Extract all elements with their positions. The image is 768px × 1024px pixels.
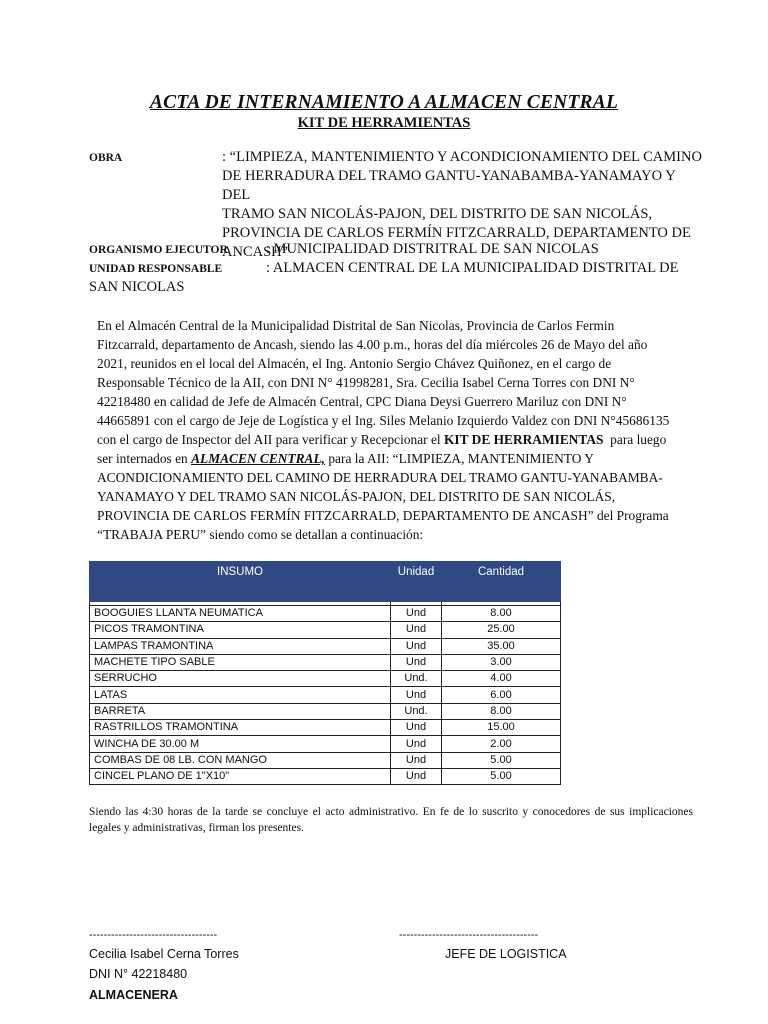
cell-cantidad: 4.00: [442, 671, 561, 687]
signer-role: ALMACENERA: [89, 988, 178, 1002]
cell-unidad: Und: [391, 638, 442, 654]
col-header-cantidad: Cantidad: [442, 562, 561, 602]
cell-unidad: Und: [391, 687, 442, 703]
cell-cantidad: 5.00: [442, 768, 561, 784]
body-text: ser internados en: [97, 451, 192, 466]
table-row: [90, 606, 561, 622]
cell-unidad: Und: [391, 768, 442, 784]
cell-cantidad: 3.00: [442, 654, 561, 670]
cell-insumo: BOOGUIES LLANTA NEUMATICA: [90, 606, 391, 622]
obra-line: PROVINCIA DE CARLOS FERMÍN FITZCARRALD, DEPARTAMENTO DE: [222, 225, 691, 241]
cell-insumo: SERRUCHO: [90, 671, 391, 687]
signer-dni: DNI N° 42218480: [89, 967, 188, 981]
cell-cantidad: 8.00: [442, 606, 561, 622]
body-line: [97, 449, 707, 468]
cell-unidad: Und.: [391, 703, 442, 719]
table-row: [90, 752, 561, 768]
cell-cantidad: 25.00: [442, 622, 561, 638]
table-row: [90, 638, 561, 654]
body-line: 42218480 en calidad de Jefe de Almacén Central, CPC Diana Deysi Guerrero Mariluz con DNI N°: [97, 394, 627, 409]
cell-insumo: BARRETA: [90, 703, 391, 719]
kit-emphasis: KIT DE HERRAMIENTAS: [444, 432, 604, 447]
unidad-value-cont: SAN NICOLAS: [89, 279, 185, 295]
col-header-insumo: INSUMO: [90, 562, 391, 602]
body-text: con el cargo de Inspector del AII para verificar y Recepcionar el: [97, 432, 444, 447]
unidad-value: : ALMACEN CENTRAL DE LA MUNICIPALIDAD DISTRITAL DE: [266, 260, 679, 276]
cell-unidad: Und.: [391, 671, 442, 687]
body-line: PROVINCIA DE CARLOS FERMÍN FITZCARRALD, DEPARTAMENTO DE ANCASH” del Programa: [97, 508, 669, 523]
signature-line-right: --------------------------------------: [399, 929, 539, 941]
cell-cantidad: 5.00: [442, 752, 561, 768]
table-row: [90, 654, 561, 670]
cell-insumo: RASTRILLOS TRAMONTINA: [90, 720, 391, 736]
cell-cantidad: 6.00: [442, 687, 561, 703]
obra-line: ANCASH”: [222, 244, 289, 260]
cell-unidad: Und: [391, 752, 442, 768]
almacen-emphasis: ALMACEN CENTRAL,: [191, 451, 326, 466]
obra-line: DE HERRADURA DEL TRAMO GANTU-YANABAMBA-YANAMAYO Y DEL: [222, 168, 676, 203]
signer-role-right: JEFE DE LOGISTICA: [445, 947, 567, 961]
insumos-table: [89, 561, 561, 785]
closing-statement: Siendo las 4:30 horas de la tarde se concluye el acto administrativo. En fe de lo suscrito y conocedores de sus implicaciones legales y administrativas, firman los presentes.: [89, 806, 693, 834]
body-line: “TRABAJA PERU” siendo como se detallan a continuación:: [97, 527, 424, 542]
organismo-value: : MUNICIPALIDAD DISTRITRAL DE SAN NICOLAS: [266, 241, 599, 257]
body-line: 2021, reunidos en el local del Almacén, el Ing. Antonio Sergio Chávez Quiñonez, en el cargo de: [97, 356, 612, 371]
cell-unidad: Und: [391, 736, 442, 752]
obra-line: TRAMO SAN NICOLÁS-PAJON, DEL DISTRITO DE SAN NICOLÁS,: [222, 206, 653, 222]
cell-insumo: LATAS: [90, 687, 391, 703]
cell-unidad: Und: [391, 622, 442, 638]
table-row: [90, 768, 561, 784]
table-body: [90, 602, 561, 785]
cell-insumo: WINCHA DE 30.00 M: [90, 736, 391, 752]
body-line: ACONDICIONAMIENTO DEL CAMINO DE HERRADURA DEL TRAMO GANTU-YANABAMBA-: [97, 470, 663, 485]
body-text: para la AII: “LIMPIEZA, MANTENIMIENTO Y: [325, 451, 594, 466]
cell-cantidad: 8.00: [442, 703, 561, 719]
body-line: 44665891 con el cargo de Jeje de Logística y el Ing. Siles Melanio Izquierdo Valdez con DNI N°45686135: [97, 413, 670, 428]
document-title: ACTA DE INTERNAMIENTO A ALMACEN CENTRAL: [149, 92, 619, 113]
body-line: YANAMAYO Y DEL TRAMO SAN NICOLÁS-PAJON, DEL DISTRITO DE SAN NICOLÁS,: [97, 489, 616, 504]
table-header-row: [90, 562, 561, 602]
table-row: [90, 736, 561, 752]
table-row: [90, 622, 561, 638]
cell-insumo: MACHETE TIPO SABLE: [90, 654, 391, 670]
obra-line: : “LIMPIEZA, MANTENIMIENTO Y ACONDICIONAMIENTO DEL CAMINO: [222, 149, 702, 165]
body-line: [97, 430, 707, 449]
cell-unidad: Und: [391, 606, 442, 622]
body-line: Fitzcarrald, departamento de Ancash, siendo las 4.00 p.m., horas del día miércoles 26 de Mayo del año: [97, 337, 648, 352]
table-row: [90, 703, 561, 719]
table-row: [90, 687, 561, 703]
obra-label: OBRA: [89, 152, 123, 164]
cell-cantidad: 2.00: [442, 736, 561, 752]
signer-name: Cecilia Isabel Cerna Torres: [89, 947, 239, 961]
document-subtitle: KIT DE HERRAMIENTAS: [297, 115, 471, 131]
body-line: En el Almacén Central de la Municipalidad Distrital de San Nicolas, Provincia de Carlos Fermin: [97, 318, 615, 333]
cell-cantidad: 35.00: [442, 638, 561, 654]
col-header-unidad: Unidad: [391, 562, 442, 602]
cell-insumo: CINCEL PLANO DE 1"X10": [90, 768, 391, 784]
body-line: Responsable Técnico de la AII, con DNI N° 41998281, Sra. Cecilia Isabel Cerna Torres con DNI N°: [97, 375, 635, 390]
cell-unidad: Und: [391, 654, 442, 670]
cell-insumo: PICOS TRAMONTINA: [90, 622, 391, 638]
cell-insumo: COMBAS DE 08 LB. CON MANGO: [90, 752, 391, 768]
body-text: para luego: [603, 432, 667, 447]
body-paragraph: [97, 316, 707, 544]
table-row: [90, 720, 561, 736]
organismo-label: ORGANISMO EJECUTOR: [89, 244, 228, 256]
signature-line-left: -----------------------------------: [89, 929, 218, 941]
cell-cantidad: 15.00: [442, 720, 561, 736]
table-row: [90, 671, 561, 687]
cell-unidad: Und: [391, 720, 442, 736]
unidad-label: UNIDAD RESPONSABLE: [89, 263, 223, 275]
cell-insumo: LAMPAS TRAMONTINA: [90, 638, 391, 654]
